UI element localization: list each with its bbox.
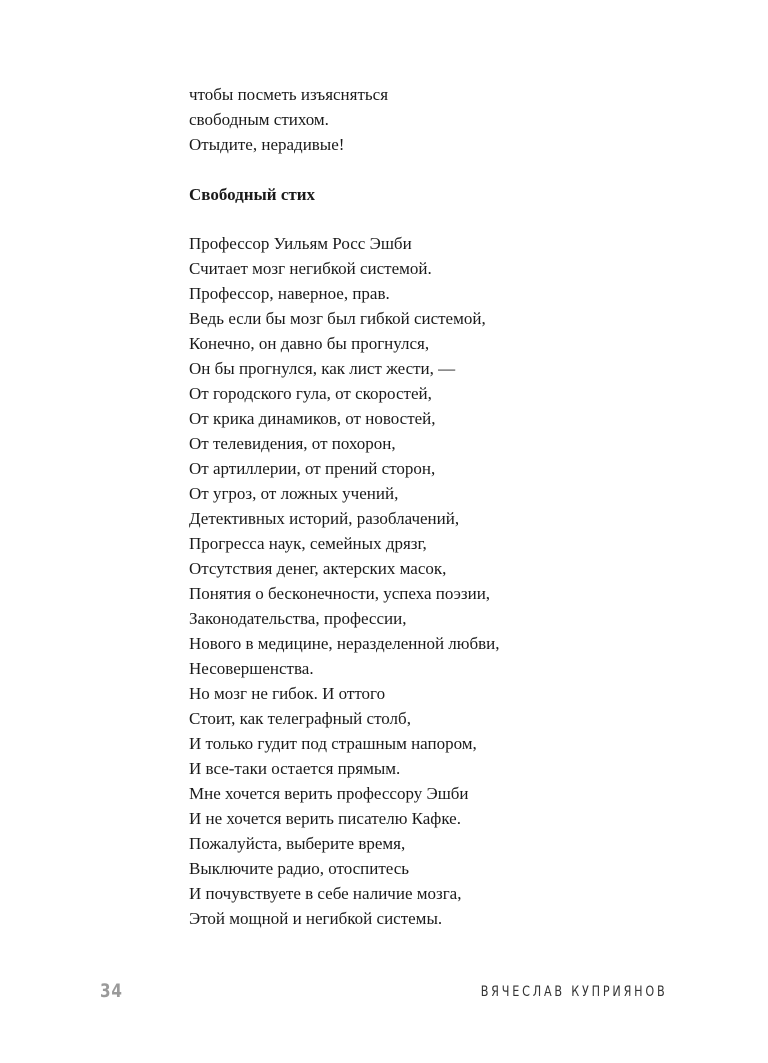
poem-line: Профессор Уильям Росс Эшби [189,234,412,253]
poem-body [189,231,500,931]
poem-line: Прогресса наук, семейных дрязг, [189,534,427,553]
running-footer-author: ВЯЧЕСЛАВ КУПРИЯНОВ [481,984,668,1000]
poem-line: Отсутствия денег, актерских масок, [189,559,447,578]
poem-line: Считает мозг негибкой системой. [189,259,432,278]
poem-line: Законодательства, профессии, [189,609,407,628]
poem-line: Нового в медицине, неразделенной любви, [189,634,500,653]
poem-line: И не хочется верить писателю Кафке. [189,809,461,828]
poem-line: Пожалуйста, выберите время, [189,834,406,853]
poem-line: Несовершенства. [189,659,314,678]
poem-line: От телевидения, от похорон, [189,434,396,453]
intro-line: чтобы посметь изъясняться [189,85,389,104]
poem-line: Стоит, как телеграфный столб, [189,709,411,728]
page-number: 34 [100,980,123,1002]
intro-line: свободным стихом. [189,110,329,129]
poem-line: Профессор, наверное, прав. [189,284,390,303]
poem-line: И почувствуете в себе наличие мозга, [189,884,462,903]
poem-line: Мне хочется верить профессору Эшби [189,784,469,803]
poem-line: Ведь если бы мозг был гибкой системой, [189,309,486,328]
poem-line: Понятия о бесконечности, успеха поэзии, [189,584,491,603]
poem-line: Этой мощной и негибкой системы. [189,909,443,928]
poem-line: От крика динамиков, от новостей, [189,409,436,428]
poem-line: И только гудит под страшным напором, [189,734,477,753]
poem-line: Выключите радио, отоспитесь [189,859,410,878]
poem-line: Он бы прогнулся, как лист жести, — [189,359,456,378]
poem-line: И все-таки остается прямым. [189,759,401,778]
poem-line: Конечно, он давно бы прогнулся, [189,334,430,353]
poem-title: Свободный стих [189,185,316,204]
poem-line: Но мозг не гибок. И оттого [189,684,386,703]
poem-line: От городского гула, от скоростей, [189,384,432,403]
intro-stanza [189,82,388,157]
poem-line: От артиллерии, от прений сторон, [189,459,436,478]
poem-line: От угроз, от ложных учений, [189,484,399,503]
poem-line: Детективных историй, разоблачений, [189,509,460,528]
intro-line: Отыдите, нерадивые! [189,135,345,154]
